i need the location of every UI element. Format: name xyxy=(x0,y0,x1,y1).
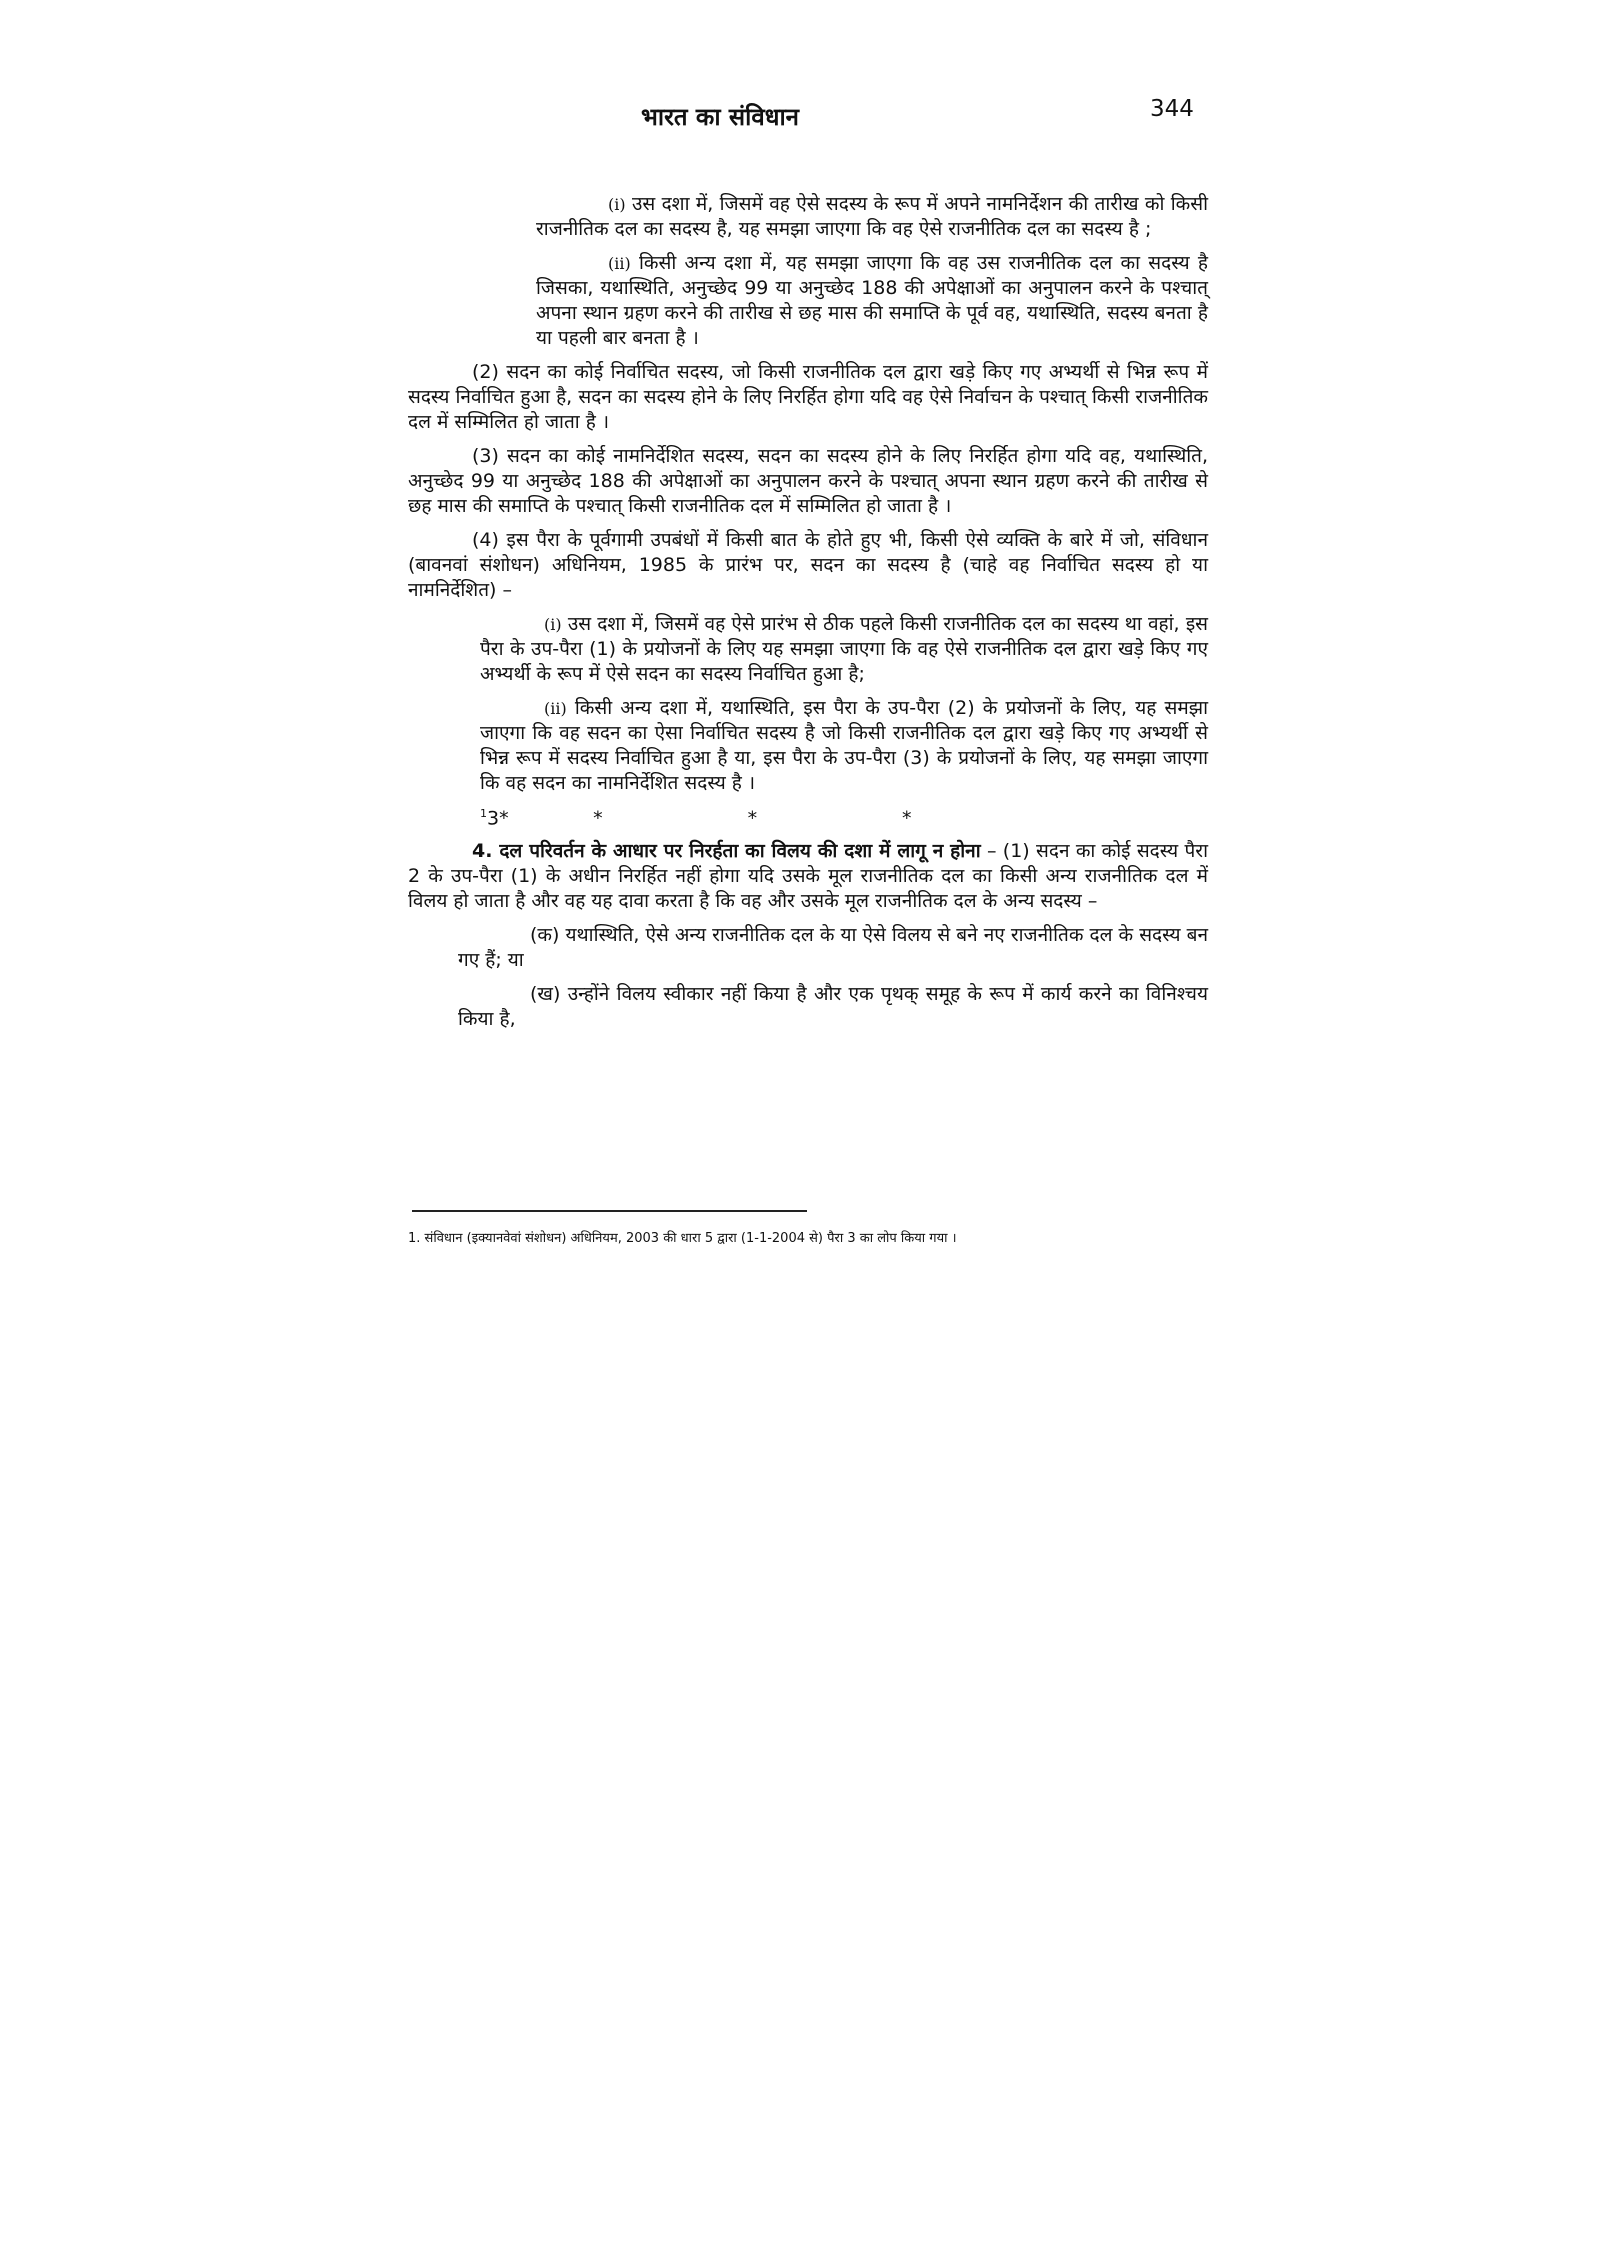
merger-clause-kha: (ख) उन्होंने विलय स्वीकार नहीं किया है और एक पृथक् समूह के रूप में कार्य करने का विनिश्चय किया है, xyxy=(458,983,1208,1031)
clause-i-nomination xyxy=(536,192,1208,242)
section-text: – (1) सदन का कोई सदस्य पैरा 2 के उप-पैरा (1) के अधीन निरर्हित नहीं होगा यदि उसके मूल राजनीतिक दल का किसी अन्य राजनीतिक दल में विलय हो जाता है और वह यह दावा करता है कि वह और उसके मूल राजनीतिक दल के अन्य सदस्य – xyxy=(408,840,1208,913)
document-body xyxy=(408,192,1208,1041)
clause-text: किसी अन्य दशा में, यह समझा जाएगा कि वह उस राजनीतिक दल का सदस्य है जिसका, यथास्थिति, अनुच्छेद 99 या अनुच्छेद 188 की अपेक्षाओं का अनुपालन करने के पश्चात् अपना स्थान ग्रहण करने की तारीख से छह मास की समाप्ति के पूर्व वह, यथास्थिति, सदस्य बनता है या पहली बार बनता है । xyxy=(536,252,1208,349)
footnote-ref: 1 xyxy=(480,807,487,820)
section-heading: 4. दल परिवर्तन के आधार पर निरर्हता का विलय की दशा में लागू न होना xyxy=(472,840,981,863)
footnote-divider xyxy=(412,1210,807,1212)
clause-marker: (i) xyxy=(608,195,626,214)
page-number: 344 xyxy=(1150,96,1194,122)
subpara-4-clause-i xyxy=(480,612,1208,687)
clause-marker: (ii) xyxy=(544,699,567,718)
para-4-merger xyxy=(408,839,1208,914)
subpara-4: (4) इस पैरा के पूर्वगामी उपबंधों में किसी बात के होते हुए भी, किसी ऐसे व्यक्ति के बारे में जो, संविधान (बावनवां संशोधन) अधिनियम, 1985 के प्रारंभ पर, सदन का सदस्य है (चाहे वह निर्वाचित सदस्य हो या नामनिर्देशित) – xyxy=(408,529,1208,601)
omission-stars: 3* * * * xyxy=(487,807,912,830)
clause-marker: (i) xyxy=(544,615,562,634)
subpara-2: (2) सदन का कोई निर्वाचित सदस्य, जो किसी राजनीतिक दल द्वारा खड़े किए गए अभ्यर्थी से भिन्न रूप में सदस्य निर्वाचित हुआ है, सदन का सदस्य होने के लिए निरर्हित होगा यदि वह ऐसे निर्वाचन के पश्चात् किसी राजनीतिक दल में सम्मिलित हो जाता है । xyxy=(408,361,1208,433)
clause-marker: (ii) xyxy=(608,254,631,273)
clause-ii-other-case xyxy=(536,251,1208,351)
omission-marker xyxy=(480,801,1208,831)
subpara-3: (3) सदन का कोई नामनिर्देशित सदस्य, सदन का सदस्य होने के लिए निरर्हित होगा यदि वह, यथास्थिति, अनुच्छेद 99 या अनुच्छेद 188 की अपेक्षाओं का अनुपालन करने के पश्चात् अपना स्थान ग्रहण करने की तारीख से छह मास की समाप्ति के पश्चात् किसी राजनीतिक दल में सम्मिलित हो जाता है । xyxy=(408,445,1208,517)
page-title: भारत का संविधान xyxy=(640,103,800,131)
merger-clause-ka: (क) यथास्थिति, ऐसे अन्य राजनीतिक दल के या ऐसे विलय से बने नए राजनीतिक दल के सदस्य बन गए हैं; या xyxy=(458,924,1208,972)
footnote: 1. संविधान (इक्यानवेवां संशोधन) अधिनियम, 2003 की धारा 5 द्वारा (1-1-2004 से) पैरा 3 का लोप किया गया । xyxy=(408,1231,957,1246)
clause-text: उस दशा में, जिसमें वह ऐसे सदस्य के रूप में अपने नामनिर्देशन की तारीख को किसी राजनीतिक दल का सदस्य है, यह समझा जाएगा कि वह ऐसे राजनीतिक दल का सदस्य है ; xyxy=(536,193,1208,240)
clause-text: किसी अन्य दशा में, यथास्थिति, इस पैरा के उप-पैरा (2) के प्रयोजनों के लिए, यह समझा जाएगा कि वह सदन का ऐसा निर्वाचित सदस्य है जो किसी राजनीतिक दल द्वारा खड़े किए गए अभ्यर्थी से भिन्न रूप में सदस्य निर्वाचित हुआ है या, इस पैरा के उप-पैरा (3) के प्रयोजनों के लिए, यह समझा जाएगा कि वह सदन का नामनिर्देशित सदस्य है । xyxy=(480,697,1208,794)
clause-text: उस दशा में, जिसमें वह ऐसे प्रारंभ से ठीक पहले किसी राजनीतिक दल का सदस्य था वहां, इस पैरा के उप-पैरा (1) के प्रयोजनों के लिए यह समझा जाएगा कि वह ऐसे राजनीतिक दल द्वारा खड़े किए गए अभ्यर्थी के रूप में ऐसे सदन का सदस्य निर्वाचित हुआ है; xyxy=(480,613,1208,685)
subpara-4-clause-ii xyxy=(480,696,1208,796)
